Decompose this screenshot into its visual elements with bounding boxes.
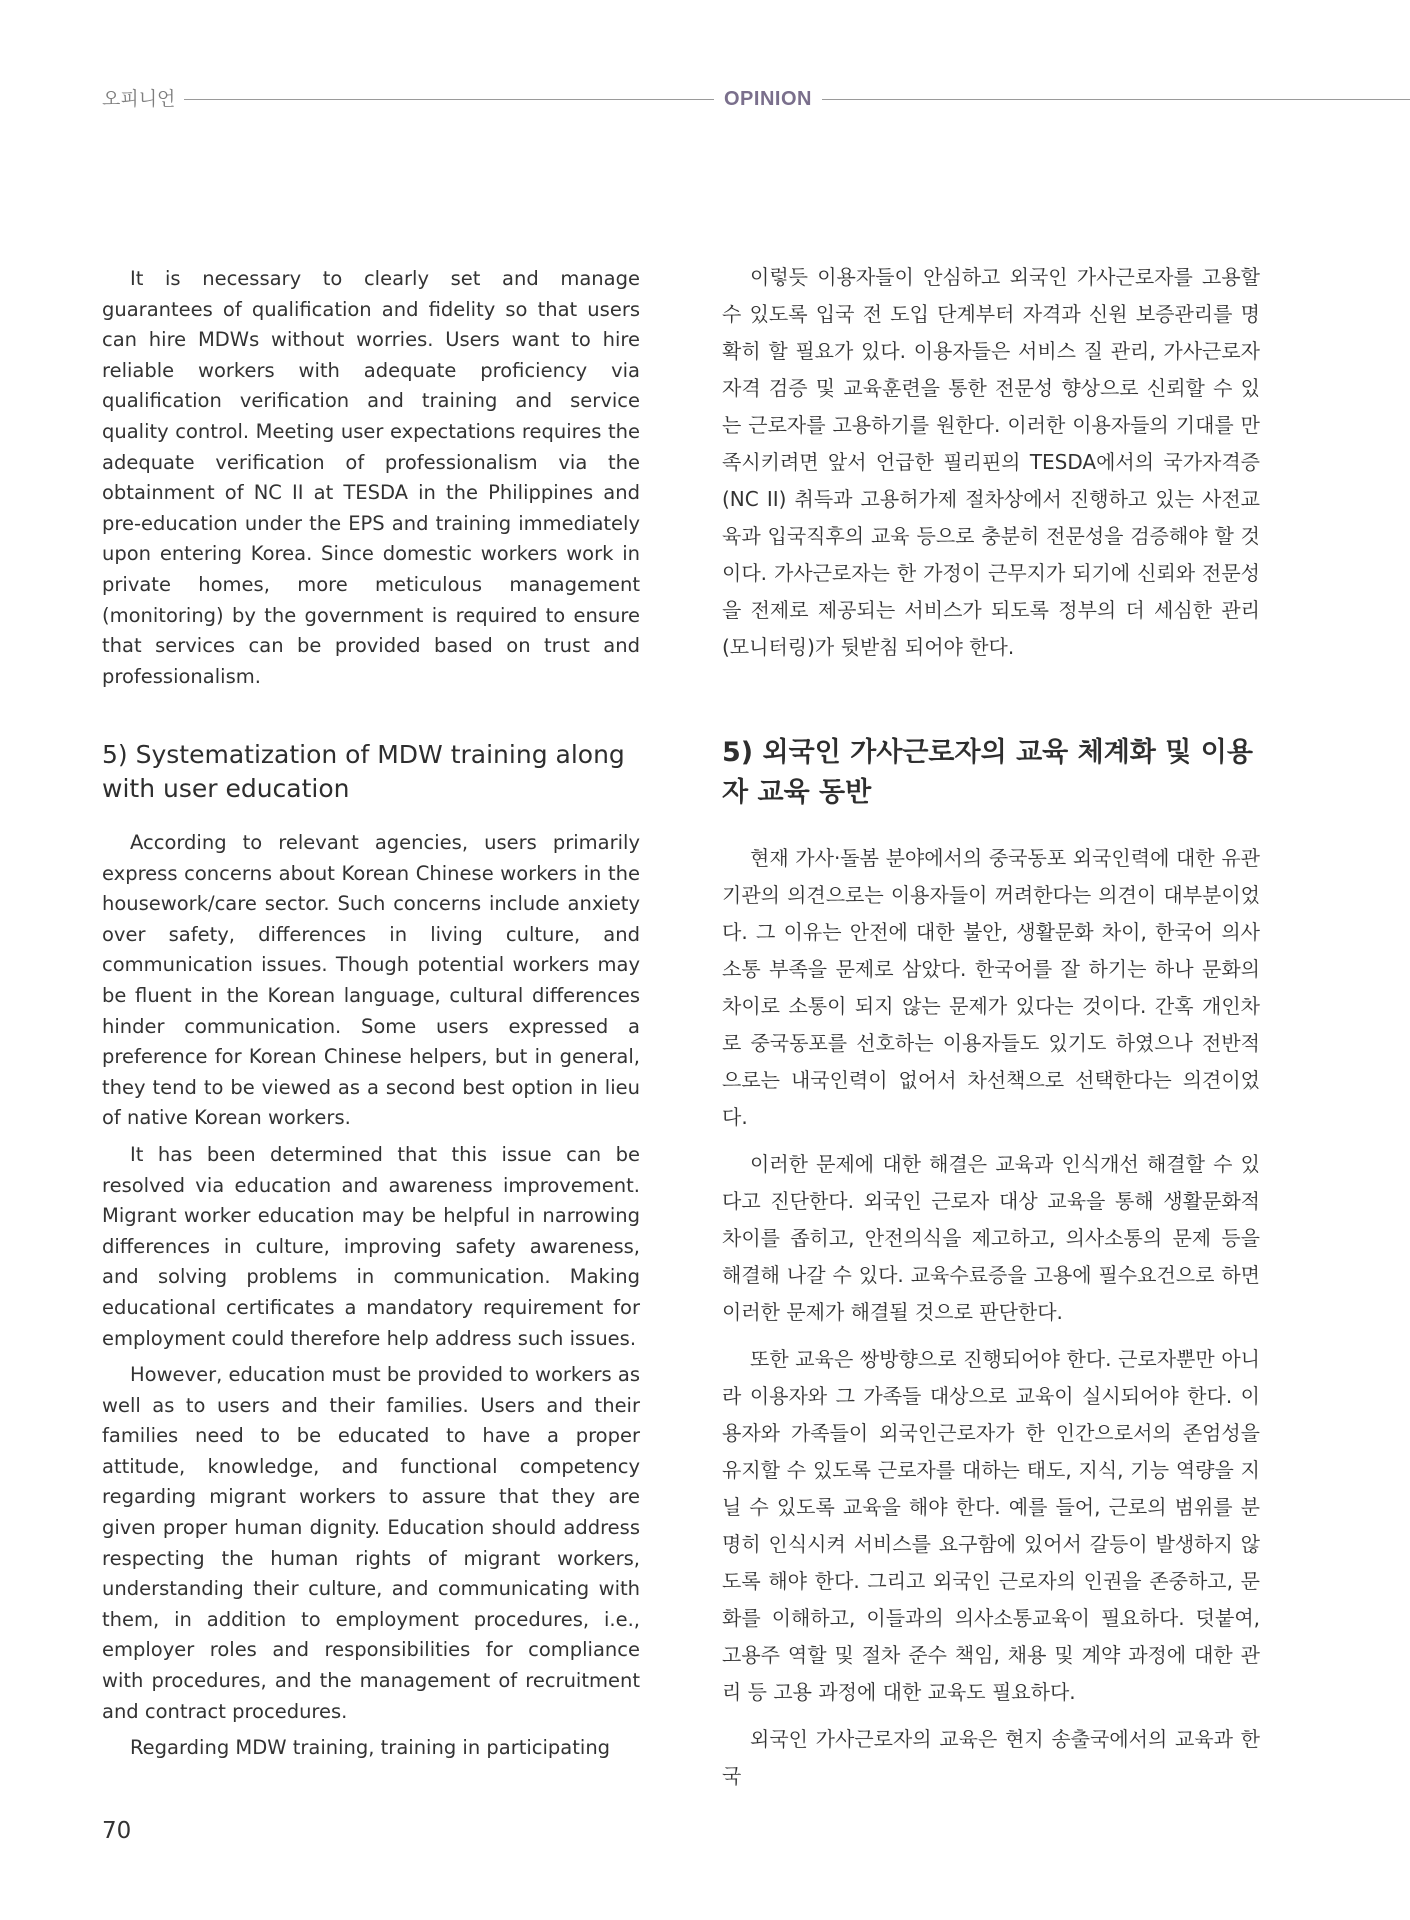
section5-en-paragraph-1: According to relevant agencies, users primarily express concerns about Korean Chinese workers in the housework/care sector. Such concerns include anxiety over safety, differences in living culture, and communication issues. Though potential workers may be fluent in the Korean language, cultural differences hinder communication. Some users expressed a preference for Korean Chinese helpers, but in general, they tend to be viewed as a second best option in lieu of native Korean workers. [102, 831, 640, 1130]
section5-ko-paragraph-1: 현재 가사·돌봄 분야에서의 중국동포 외국인력에 대한 유관기관의 의견으로는 이용자들이 꺼려한다는 의견이 대부분이었다. 그 이유는 안전에 대한 불안, 생활문화 차이, 한국어 의사소통 부족을 문제로 삼았다. 한국어를 잘 하기는 하나 문화의 차이로 소통이 되지 않는 문제가 있다는 것이다. 간혹 개인차로 중국동포를 선호하는 이용자들도 있기도 하였으나 전반적으로는 내국인력이 없어서 차선책으로 선택한다는 의견이었다. [722, 846, 1260, 1129]
section5-en-title: 5) Systematization of MDW training along with user education [102, 740, 625, 803]
section5-en-paragraph-2: It has been determined that this issue can be resolved via education and awareness improvement. Migrant worker education may be helpful in narrowing differences in culture, improving safety awareness, and solving problems in communication. Making educational certificates a mandatory requirement for employment could therefore help address such issues. [102, 1142, 640, 1350]
header-section-en: OPINION [724, 88, 812, 110]
intro-ko-paragraph: 이렇듯 이용자들이 안심하고 외국인 가사근로자를 고용할 수 있도록 입국 전 도입 단계부터 자격과 신원 보증관리를 명확히 할 필요가 있다. 이용자들은 서비스 질 관리, 가사근로자 자격 검증 및 교육훈련을 통한 전문성 향상으로 신뢰할 수 있는 근로자를 고용하기를 원한다. 이러한 이용자들의 기대를 만족시키려면 앞서 언급한 필리핀의 TESDA에서의 국가자격증(NC II) 취득과 고용허가제 절차상에서 진행하고 있는 사전교육과 입국직후의 교육 등으로 충분히 전문성을 검증해야 할 것이다. 가사근로자는 한 가정이 근무지가 되기에 신뢰와 전문성을 전제로 제공되는 서비스가 되도록 정부의 더 세심한 관리(모니터링)가 뒷받침 되어야 한다. [722, 265, 1260, 659]
section5-ko-body [722, 840, 1260, 1805]
section5-en-paragraph-3: However, education must be provided to workers as well as to users and their families. Users and their families need to be educated to have a proper attitude, knowledge, and functional competency regarding migrant workers to assure that they are given proper human dignity. Education should address respecting the human rights of migrant workers, understanding their culture, and communicating with them, in addition to employment procedures, i.e., employer roles and responsibilities for compliance with procedures, and the management of recruitment and contract procedures. [102, 1363, 640, 1723]
header-rule-left [184, 99, 714, 100]
section5-ko-paragraph-3: 또한 교육은 쌍방향으로 진행되어야 한다. 근로자뿐만 아니라 이용자와 그 가족들 대상으로 교육이 실시되어야 한다. 이용자와 가족들이 외국인근로자가 한 인간으로서의 존엄성을 유지할 수 있도록 근로자를 대하는 태도, 지식, 기능 역량을 지닐 수 있도록 교육을 해야 한다. 예를 들어, 근로의 범위를 분명히 인식시켜 서비스를 요구함에 있어서 갈등이 발생하지 않도록 해야 한다. 그리고 외국인 근로자의 인권을 존중하고, 문화를 이해하고, 이들과의 의사소통교육이 필요하다. 덧붙여, 고용주 역할 및 절차 준수 책임, 채용 및 계약 과정에 대한 관리 등 고용 과정에 대한 교육도 필요하다. [722, 1347, 1260, 1704]
section5-en-paragraph-4: Regarding MDW training, training in participating [130, 1736, 611, 1760]
page-number: 70 [102, 1818, 132, 1844]
section5-en-body [102, 828, 640, 1764]
header-rule-right [822, 99, 1410, 100]
intro-en-paragraph: It is necessary to clearly set and manage guarantees of qualification and fidelity so that users can hire MDWs without worries. Users want to hire reliable workers with adequate proficiency via qualification verification and training and service quality control. Meeting user expectations requires the adequate verification of professionalism via the obtainment of NC II at TESDA in the Philippines and pre-education under the EPS and training immediately upon entering Korea. Since domestic workers work in private homes, more meticulous management (monitoring) by the government is required to ensure that services can be provided based on trust and professionalism. [102, 267, 640, 688]
intro-ko-block [722, 259, 1260, 676]
section5-ko-paragraph-4: 외국인 가사근로자의 교육은 현지 송출국에서의 교육과 한국 [722, 1727, 1260, 1788]
page-header [102, 84, 1410, 114]
section5-ko-paragraph-2: 이러한 문제에 대한 해결은 교육과 인식개선 해결할 수 있다고 진단한다. 외국인 근로자 대상 교육을 통해 생활문화적 차이를 좁히고, 안전의식을 제고하고, 의사소통의 문제 등을 해결해 나갈 수 있다. 교육수료증을 고용에 필수요건으로 하면 이러한 문제가 해결될 것으로 판단한다. [722, 1152, 1260, 1324]
header-section-ko: 오피니언 [102, 88, 176, 110]
section5-ko-title: 5) 외국인 가사근로자의 교육 체계화 및 이용자 교육 동반 [722, 737, 1253, 808]
intro-en-block [102, 264, 640, 692]
